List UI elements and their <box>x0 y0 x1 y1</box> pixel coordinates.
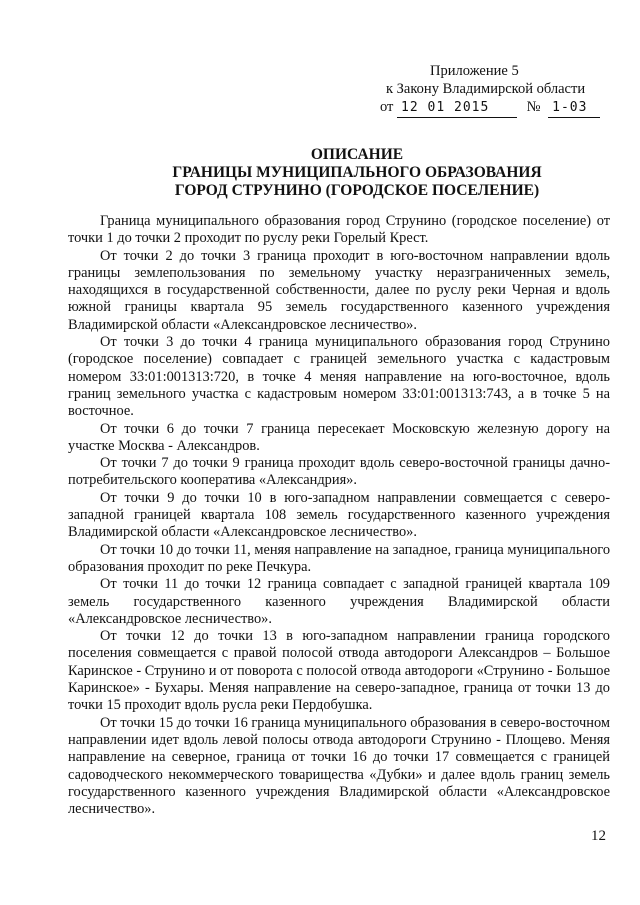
appendix-header <box>370 62 610 118</box>
paragraph-3: От точки 3 до точки 4 граница муниципального образования город Струнино (городское поселение) совпадает с границей земельного участка с кадастровым номером 33:01:001313:720, в точке 4 меняя направление на юго-восточное, вдоль границ земельного участка с кадастровым номером 33:01:001313:743, а в точке 5 на восточное. <box>68 334 610 420</box>
paragraph-1: Граница муниципального образования город Струнино (городское поселение) от точки 1 до точки 2 проходит по руслу реки Горелый Крест. <box>68 213 610 247</box>
document-title <box>0 146 640 200</box>
paragraph-5: От точки 7 до точки 9 граница проходит вдоль северо-восточной границы дачно-потребительского кооператива «Александрия». <box>68 455 610 489</box>
handwritten-number: 1-03 <box>548 99 600 118</box>
handwritten-date: 12 01 2015 <box>397 99 517 118</box>
paragraph-9: От точки 12 до точки 13 в юго-западном направлении граница городского поселения совмещается с правой полосой отвода автодороги Александров – Большое Каринское - Струнино и от поворота с полосой отвода автодороги «Струнино - Большое Каринское» - Бухары. Меняя направление на северо-западное, граница от точки 13 до точки 15 проходит вдоль русла реки Пердобушка. <box>68 628 610 714</box>
paragraph-7: От точки 10 до точки 11, меняя направление на западное, граница муниципального образования проходит по реке Печкура. <box>68 541 611 575</box>
appendix-label: Приложение 5 <box>430 63 519 79</box>
paragraph-10: От точки 15 до точки 16 граница муниципального образования в северо-восточном направлении идет вдоль левой полосы отвода автодороги Струнино - Площево. Меняя направление на северное, граница от точки 16 до точки 17 совмещается с границей садоводческого некоммерческого товарищества «Дубки» и далее вдоль границ земель государственного казенного учреждения Владимирской области «Александровское лесничество». <box>68 714 610 818</box>
paragraph-2: От точки 2 до точки 3 граница проходит в юго-восточном направлении вдоль границы землепользования по земельному участку неразграниченных земель, находящихся в государственной собственности, далее по руслу реки Черная и вдоль южной границы квартала 95 земель государственного казенного учреждения Владимирской области «Александровское лесничество». <box>68 247 610 333</box>
date-prefix: от <box>380 99 394 115</box>
page-number: 12 <box>591 828 606 844</box>
law-reference: к Закону Владимирской области <box>386 81 586 97</box>
date-number-line <box>370 98 610 118</box>
title-line-2: ГРАНИЦЫ МУНИЦИПАЛЬНОГО ОБРАЗОВАНИЯ <box>172 164 542 181</box>
paragraph-6: От точки 9 до точки 10 в юго-западном направлении совмещается с северо-западной границей квартала 108 земель государственного казенного учреждения Владимирской области «Александровское лесничество». <box>68 489 610 541</box>
title-line-3: ГОРОД СТРУНИНО (ГОРОДСКОЕ ПОСЕЛЕНИЕ) <box>174 182 540 199</box>
boundary-description <box>68 213 610 818</box>
title-line-1: ОПИСАНИЕ <box>310 146 404 163</box>
number-sign: № <box>526 99 541 115</box>
paragraph-8: От точки 11 до точки 12 граница совпадает с западной границей квартала 109 земель государственного казенного учреждения Владимирской области «Александровское лесничество». <box>68 576 610 627</box>
paragraph-4: От точки 6 до точки 7 граница пересекает Московскую железную дорогу на участке Москва - Александров. <box>68 420 610 454</box>
